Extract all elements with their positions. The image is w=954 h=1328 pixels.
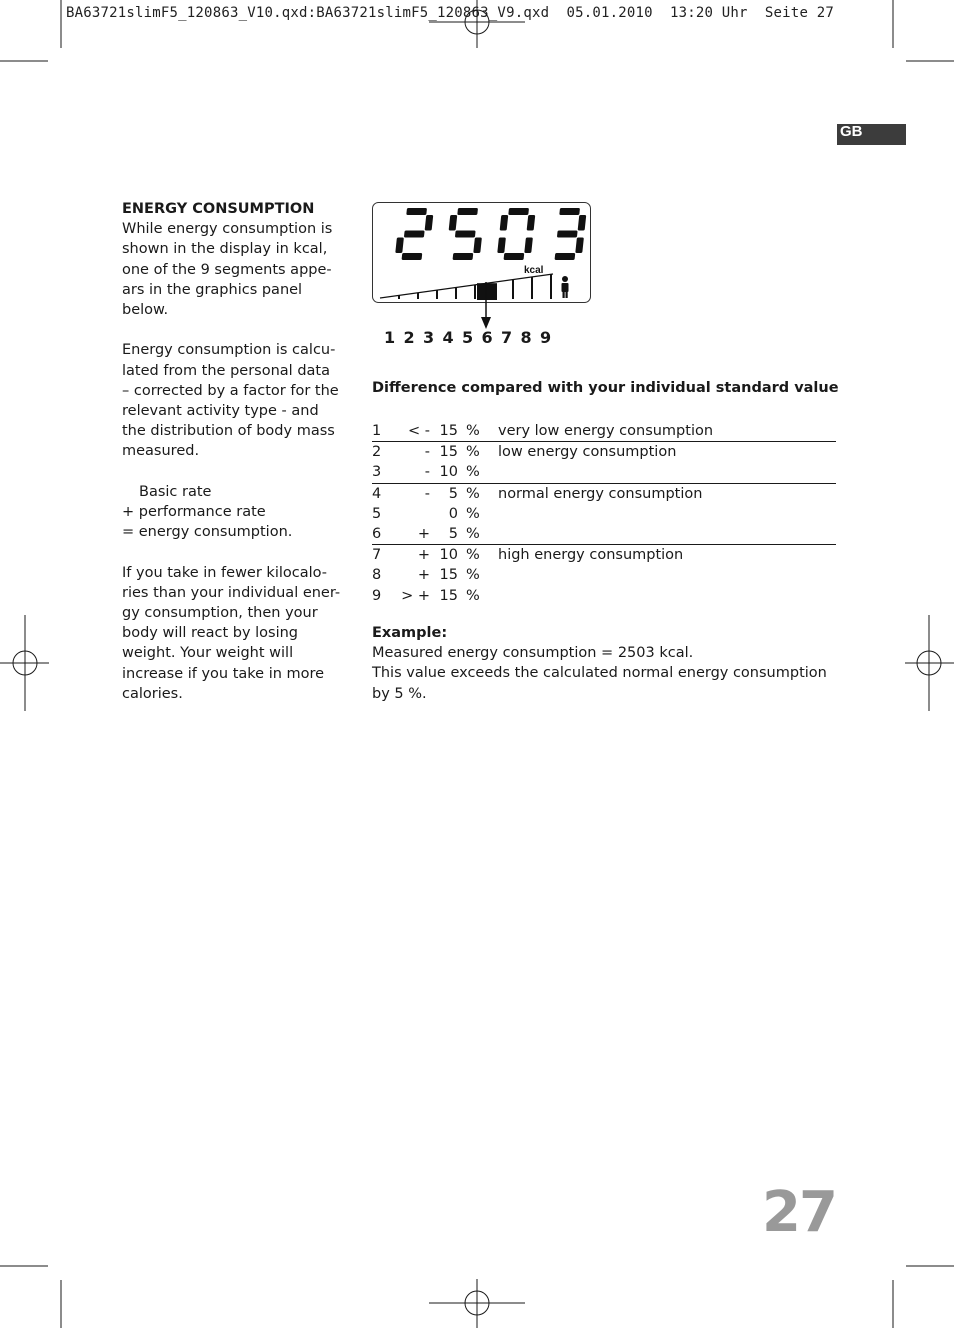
lcd-segment-tick	[398, 295, 400, 299]
percent-sign: %	[466, 525, 480, 542]
lcd-segment	[575, 238, 584, 254]
registration-mark-left	[0, 615, 49, 711]
lcd-segment-tick	[436, 290, 438, 299]
deviation-value: 5	[448, 525, 458, 542]
table-row	[372, 524, 836, 545]
deviation-value: 15	[439, 444, 458, 461]
lcd-segment	[402, 253, 423, 260]
deviation-value: 15	[439, 567, 458, 584]
lcd-segment	[557, 231, 578, 238]
text-line: – corrected by a factor for the	[122, 382, 339, 399]
text-line: measured.	[122, 443, 200, 460]
lcd-bar-baseline	[380, 274, 553, 298]
table-row	[372, 586, 836, 606]
lcd-segment	[500, 215, 509, 231]
lcd-segment	[404, 231, 425, 238]
table-row	[372, 462, 836, 483]
segment-number: 2	[403, 328, 415, 347]
lcd-segment	[524, 238, 533, 254]
formula-line: = energy consumption.	[122, 524, 293, 541]
segment-index: 6	[372, 525, 382, 542]
segment-number: 9	[540, 328, 552, 347]
section-heading: ENERGY CONSUMPTION	[122, 201, 315, 217]
example-line: by 5 %.	[372, 685, 427, 702]
text-line: one of the 9 segments appe-	[122, 261, 332, 278]
registration-mark-bottom	[429, 1279, 525, 1328]
deviation-sign: -	[424, 464, 430, 481]
page-number: 27	[762, 1180, 836, 1245]
lcd-segment	[497, 238, 506, 254]
text-line: lated from the personal data	[122, 362, 330, 379]
deviation-value: 5	[448, 485, 458, 502]
lcd-segment	[457, 208, 478, 215]
segment-number: 7	[501, 328, 513, 347]
left-column	[122, 199, 347, 724]
lcd-segment-bar	[380, 274, 553, 300]
deviation-value: 10	[439, 547, 458, 564]
segment-index: 2	[372, 444, 382, 461]
segment-number: 6	[481, 328, 493, 347]
table-title: Difference compared with your individual standard value	[372, 380, 839, 396]
table-row	[372, 504, 836, 524]
segment-index: 5	[372, 505, 382, 522]
table-row	[372, 442, 836, 462]
lcd-segment	[449, 215, 458, 231]
lcd-active-segment	[477, 283, 497, 300]
example-line: Measured energy consumption = 2503 kcal.	[372, 645, 694, 662]
lcd-segment	[504, 253, 525, 260]
percent-sign: %	[466, 567, 480, 584]
percent-sign: %	[466, 587, 480, 604]
person-icon	[562, 276, 569, 298]
lcd-segment	[455, 231, 476, 238]
lcd-digit	[497, 208, 536, 260]
lcd-segment	[559, 208, 580, 215]
text-line: While energy consumption is	[122, 221, 333, 238]
percent-sign: %	[466, 444, 480, 461]
deviation-table	[372, 421, 836, 606]
segment-number: 5	[462, 328, 474, 347]
segment-number-row	[384, 328, 560, 347]
deviation-description: high energy consumption	[498, 547, 684, 564]
segment-number: 8	[520, 328, 532, 347]
lcd-digit	[446, 208, 485, 260]
deviation-value: 15	[439, 423, 458, 439]
segment-index: 3	[372, 464, 382, 481]
lcd-segment-tick	[531, 277, 533, 299]
text-line: shown in the display in kcal,	[122, 241, 328, 258]
text-line: relevant activity type - and	[122, 403, 319, 420]
deviation-sign: +	[417, 547, 430, 564]
deviation-sign: +	[417, 525, 430, 542]
lcd-digit-reading	[395, 208, 587, 260]
lcd-segment	[406, 208, 427, 215]
percent-sign: %	[466, 547, 480, 564]
text-line: gy consumption, then your	[122, 605, 318, 622]
text-line: weight. Your weight will	[122, 645, 294, 662]
text-line: ries than your individual ener-	[122, 584, 341, 601]
text-line: ars in the graphics panel	[122, 281, 303, 298]
text-line: body will react by losing	[122, 625, 299, 642]
text-line: the distribution of body mass	[122, 423, 335, 440]
lcd-segment-tick	[474, 285, 476, 299]
percent-sign: %	[466, 423, 480, 439]
segment-index: 8	[372, 567, 382, 584]
percent-sign: %	[466, 505, 480, 522]
lcd-segment	[453, 253, 474, 260]
text-line: increase if you take in more	[122, 665, 325, 682]
text-line: If you take in fewer kilocalo-	[122, 564, 328, 581]
registration-mark-top	[429, 0, 525, 48]
lcd-segment	[395, 238, 404, 254]
lcd-segment	[555, 253, 576, 260]
formula-line: Basic rate	[139, 483, 212, 500]
deviation-sign: +	[417, 567, 430, 584]
deviation-value: 0	[448, 505, 458, 522]
lcd-digit	[395, 208, 434, 260]
registration-mark-right	[905, 615, 954, 711]
lcd-segment	[527, 215, 536, 231]
lcd-segment-tick	[417, 293, 419, 299]
lcd-segment-tick	[512, 280, 514, 299]
lcd-unit: kcal	[524, 265, 544, 276]
deviation-sign: -	[424, 444, 430, 461]
example-heading: Example:	[372, 625, 448, 641]
segment-number: 1	[384, 328, 396, 347]
lcd-segment-tick	[455, 287, 457, 299]
table-row	[372, 484, 836, 504]
table-row	[372, 421, 836, 442]
segment-index: 9	[372, 587, 382, 604]
lcd-segment	[473, 238, 482, 254]
lcd-digit	[555, 208, 587, 260]
percent-sign: %	[466, 464, 480, 481]
example-line: This value exceeds the calculated normal energy consumption	[372, 665, 827, 682]
deviation-value: 15	[439, 587, 458, 604]
deviation-value: 10	[439, 464, 458, 481]
deviation-description: low energy consumption	[498, 444, 677, 461]
example-block	[372, 623, 836, 704]
table-row	[372, 565, 836, 585]
text-line: Energy consumption is calcu-	[122, 342, 336, 359]
formula-line: + performance rate	[122, 504, 266, 521]
segment-index: 4	[372, 485, 382, 502]
deviation-sign: > +	[401, 587, 430, 604]
segment-index: 1	[372, 423, 382, 439]
segment-number: 3	[423, 328, 435, 347]
table-row	[372, 545, 836, 565]
lcd-display	[372, 200, 594, 336]
segment-number: 4	[442, 328, 454, 347]
language-tab: GB	[837, 124, 906, 145]
segment-index: 7	[372, 547, 382, 564]
lcd-segment	[425, 215, 434, 231]
deviation-sign: -	[424, 485, 430, 502]
text-line: calories.	[122, 685, 183, 702]
lcd-segment	[508, 208, 529, 215]
slug-line: BA63721slimF5_120863_V10.qxd:BA63721slimF5_120863_V9.qxd 05.01.2010 13:20 Uhr Seite 27	[66, 5, 834, 21]
lcd-segment-tick	[550, 274, 552, 299]
text-line: below.	[122, 302, 169, 319]
lcd-segment	[578, 215, 587, 231]
deviation-sign: < -	[408, 423, 430, 439]
deviation-description: normal energy consumption	[498, 485, 703, 502]
percent-sign: %	[466, 485, 480, 502]
deviation-description: very low energy consumption	[498, 423, 714, 439]
